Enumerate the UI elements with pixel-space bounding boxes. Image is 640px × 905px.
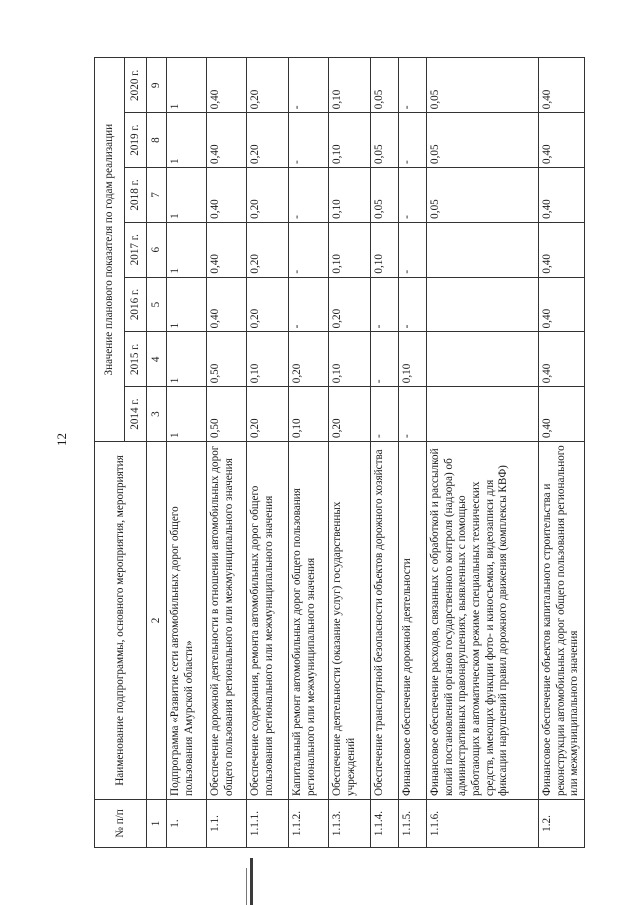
row-value: 0,40: [539, 387, 585, 442]
row-name: Подпрограмма «Развитие сети автомобильных дорог общего пользования Амурской области»: [167, 442, 207, 800]
table-row: [289, 58, 329, 848]
page-number: 12: [54, 433, 69, 446]
row-value: 1: [167, 277, 207, 332]
row-value: [427, 222, 539, 277]
row-value: -: [399, 58, 427, 113]
table-row: [167, 58, 207, 848]
row-value: 0,10: [329, 58, 371, 113]
row-value: 0,40: [207, 222, 247, 277]
row-value: 0,10: [329, 113, 371, 168]
index-cell: 2: [147, 442, 167, 800]
row-name: Финансовое обеспечение объектов капитального строительства и реконструкции автомобильных дорог общего пользования регионального или межмуниципального значения: [539, 442, 585, 800]
row-value: 0,40: [539, 332, 585, 387]
row-value: -: [289, 58, 329, 113]
header-year: 2016 г.: [125, 277, 147, 332]
row-value: 0,05: [371, 113, 399, 168]
row-value: [427, 387, 539, 442]
row-name: Финансовое обеспечение расходов, связанных с обработкой и рассылкой копий постановлений органов государственного контроля (надзора) об административных правонарушениях, выявленных с помощью работающих в автоматическом режиме специальных технических средств, имеющих функции фото- и киносъемки, видеозаписи для фиксации нарушений правил дорожного движения (комплексы КВФ): [427, 442, 539, 800]
row-value: 0,05: [427, 113, 539, 168]
row-value: 0,40: [539, 277, 585, 332]
header-num: № п/п: [95, 800, 147, 848]
row-num: 1.1.2.: [289, 800, 329, 848]
row-value: 0,20: [247, 58, 289, 113]
row-value: -: [289, 222, 329, 277]
row-value: 0,10: [329, 168, 371, 223]
row-value: 0,05: [427, 168, 539, 223]
index-cell: 1: [147, 800, 167, 848]
row-value: [427, 332, 539, 387]
row-name: Обеспечение содержания, ремонта автомобильных дорог общего пользования регионального или межмуниципального значения: [247, 442, 289, 800]
header-year: 2020 г.: [125, 58, 147, 113]
header-year: 2017 г.: [125, 222, 147, 277]
indicator-table: [94, 57, 585, 848]
row-name: Обеспечение дорожной деятельности в отношении автомобильных дорог общего пользования регионального или межмуниципального значения: [207, 442, 247, 800]
row-value: -: [399, 168, 427, 223]
table-row: [247, 58, 289, 848]
table-row: [399, 58, 427, 848]
header-year: 2014 г.: [125, 387, 147, 442]
row-value: 0,40: [207, 277, 247, 332]
row-num: 1.1.5.: [399, 800, 427, 848]
row-value: 0,10: [247, 332, 289, 387]
header-year: 2019 г.: [125, 113, 147, 168]
index-cell: 5: [147, 277, 167, 332]
table-row: [329, 58, 371, 848]
row-value: 1: [167, 222, 207, 277]
index-cell: 4: [147, 332, 167, 387]
row-value: 0,10: [399, 332, 427, 387]
index-cell: 3: [147, 387, 167, 442]
row-value: 0,20: [329, 277, 371, 332]
row-value: 0,05: [371, 58, 399, 113]
header-values: Значение планового показателя по годам реализации: [95, 58, 125, 442]
row-value: -: [289, 277, 329, 332]
row-value: 0,40: [539, 168, 585, 223]
row-value: 0,20: [247, 277, 289, 332]
row-value: 0,05: [427, 58, 539, 113]
row-value: -: [289, 113, 329, 168]
row-value: 1: [167, 387, 207, 442]
row-num: 1.1.4.: [371, 800, 399, 848]
row-value: -: [289, 168, 329, 223]
row-value: 1: [167, 332, 207, 387]
row-name: Обеспечение деятельности (оказание услуг) государственных учреждений: [329, 442, 371, 800]
row-value: 1: [167, 113, 207, 168]
row-num: 1.1.6.: [427, 800, 539, 848]
row-value: 0,10: [329, 222, 371, 277]
index-cell: 8: [147, 113, 167, 168]
table-row: [207, 58, 247, 848]
row-value: 0,10: [289, 387, 329, 442]
row-value: 0,10: [371, 222, 399, 277]
row-value: -: [371, 387, 399, 442]
row-value: -: [371, 332, 399, 387]
index-cell: 6: [147, 222, 167, 277]
row-name: Капитальный ремонт автомобильных дорог общего пользования регионального или межмуниципального значения: [289, 442, 329, 800]
binding-mark: [250, 858, 253, 905]
row-value: 0,05: [371, 168, 399, 223]
row-value: 0,20: [329, 387, 371, 442]
row-num: 1.1.: [207, 800, 247, 848]
row-num: 1.: [167, 800, 207, 848]
row-name: Обеспечение транспортной безопасности объектов дорожного хозяйства: [371, 442, 399, 800]
row-value: -: [371, 277, 399, 332]
row-name: Финансовое обеспечение дорожной деятельности: [399, 442, 427, 800]
row-value: 0,40: [207, 58, 247, 113]
row-num: 1.2.: [539, 800, 585, 848]
index-cell: 9: [147, 58, 167, 113]
row-value: 0,20: [247, 222, 289, 277]
table-row: [427, 58, 539, 848]
row-value: -: [399, 222, 427, 277]
row-value: 0,10: [329, 332, 371, 387]
row-value: -: [399, 113, 427, 168]
row-value: -: [399, 277, 427, 332]
row-num: 1.1.3.: [329, 800, 371, 848]
row-value: [427, 277, 539, 332]
row-value: 0,20: [289, 332, 329, 387]
row-value: -: [399, 387, 427, 442]
row-num: 1.1.1.: [247, 800, 289, 848]
row-value: 0,20: [247, 113, 289, 168]
row-value: 0,40: [539, 113, 585, 168]
header-name: Наименование подпрограммы, основного мероприятия, мероприятия: [95, 442, 147, 800]
binding-mark-thin: [246, 868, 247, 905]
row-value: 0,20: [247, 168, 289, 223]
row-value: 0,50: [207, 387, 247, 442]
row-value: 1: [167, 168, 207, 223]
header-year: 2018 г.: [125, 168, 147, 223]
row-value: 1: [167, 58, 207, 113]
row-value: 0,50: [207, 332, 247, 387]
row-value: 0,40: [207, 168, 247, 223]
table-row: [371, 58, 399, 848]
row-value: 0,40: [207, 113, 247, 168]
rotated-page-content: [54, 58, 581, 848]
row-value: 0,40: [539, 222, 585, 277]
row-value: 0,40: [539, 58, 585, 113]
index-cell: 7: [147, 168, 167, 223]
row-value: 0,20: [247, 387, 289, 442]
table-row: [539, 58, 585, 848]
header-year: 2015 г.: [125, 332, 147, 387]
